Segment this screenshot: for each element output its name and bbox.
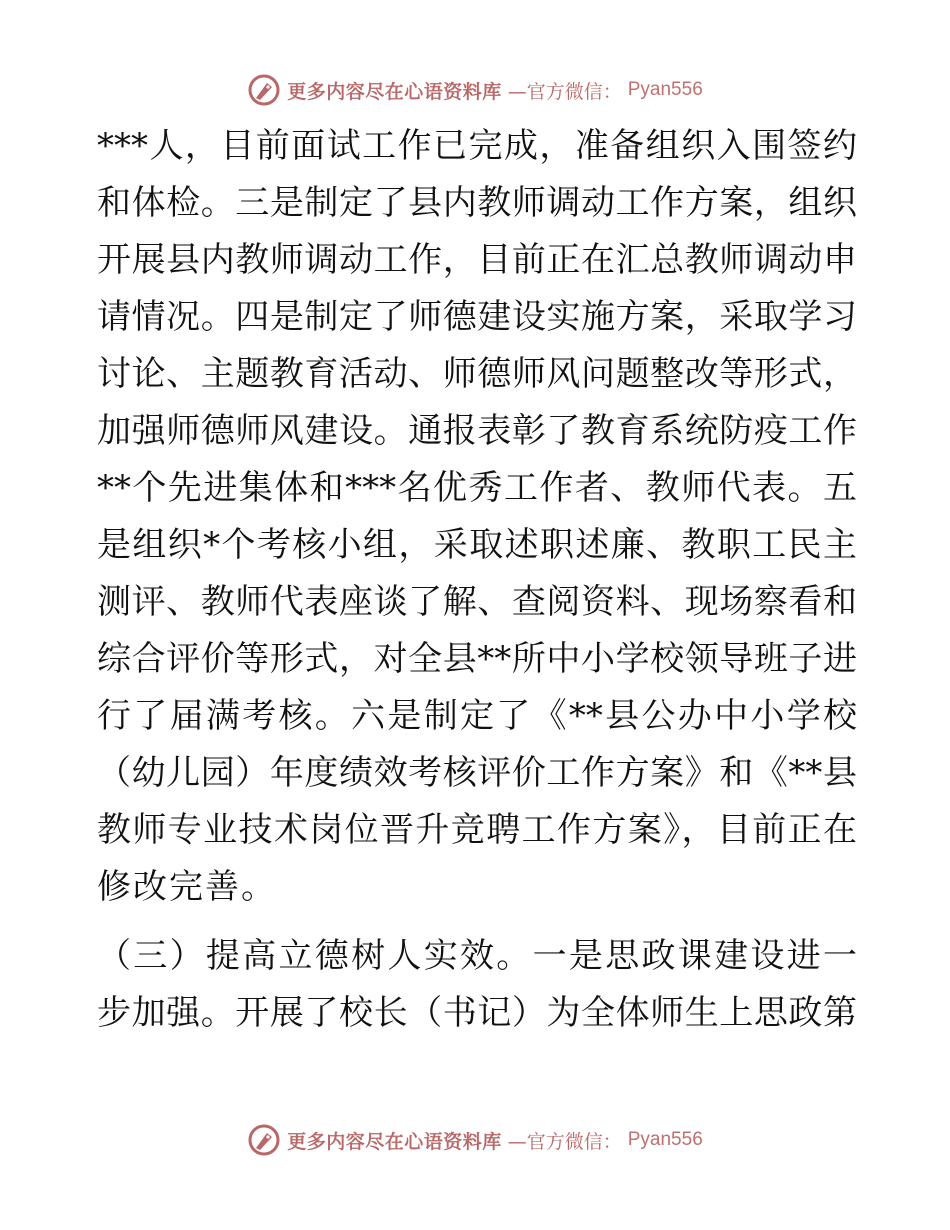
body-line: 是组织*个考核小组，采取述职述廉、教职工民主 (97, 525, 857, 565)
body-line: 请情况。四是制定了师德建设实施方案，采取学习 (97, 297, 857, 337)
watermark-wechat-id: Pyan556 (627, 1129, 703, 1150)
watermark-header (0, 70, 950, 110)
watermark-separator: —官方微信： (507, 1130, 622, 1153)
watermark-text: 更多内容尽在心语资料库 (287, 80, 502, 103)
body-line: 步加强。开展了校长（书记）为全体师生上思政第 (97, 993, 857, 1033)
body-line: 行了届满考核。六是制定了《**县公办中小学校 (97, 696, 857, 736)
body-line: 开展县内教师调动工作，目前正在汇总教师调动申 (97, 240, 857, 280)
pen-nib-logo-icon (247, 73, 281, 107)
body-line: **个先进集体和***名优秀工作者、教师代表。五 (97, 468, 857, 508)
body-line: 加强师德师风建设。通报表彰了教育系统防疫工作 (97, 411, 857, 451)
watermark-wechat-id: Pyan556 (627, 79, 703, 100)
body-line: （三）提高立德树人实效。一是思政课建设进一 (97, 936, 857, 976)
body-line: ***人，目前面试工作已完成，准备组织入围签约 (97, 126, 857, 166)
watermark-footer (0, 1120, 950, 1160)
body-line: 讨论、主题教育活动、师德师风问题整改等形式， (97, 354, 857, 394)
body-line: 和体检。三是制定了县内教师调动工作方案，组织 (97, 183, 857, 223)
document-body (97, 118, 857, 1042)
body-line: （幼儿园）年度绩效考核评价工作方案》和《**县 (97, 753, 857, 793)
paragraph-gap (97, 916, 857, 928)
watermark-text: 更多内容尽在心语资料库 (287, 1130, 502, 1153)
body-line: 测评、教师代表座谈了解、查阅资料、现场察看和 (97, 582, 857, 622)
pen-nib-logo-icon (247, 1123, 281, 1157)
body-line: 修改完善。 (97, 867, 277, 907)
body-line: 综合评价等形式，对全县**所中小学校领导班子进 (97, 639, 857, 679)
watermark-separator: —官方微信： (507, 80, 622, 103)
body-line: 教师专业技术岗位晋升竞聘工作方案》，目前正在 (97, 810, 857, 850)
